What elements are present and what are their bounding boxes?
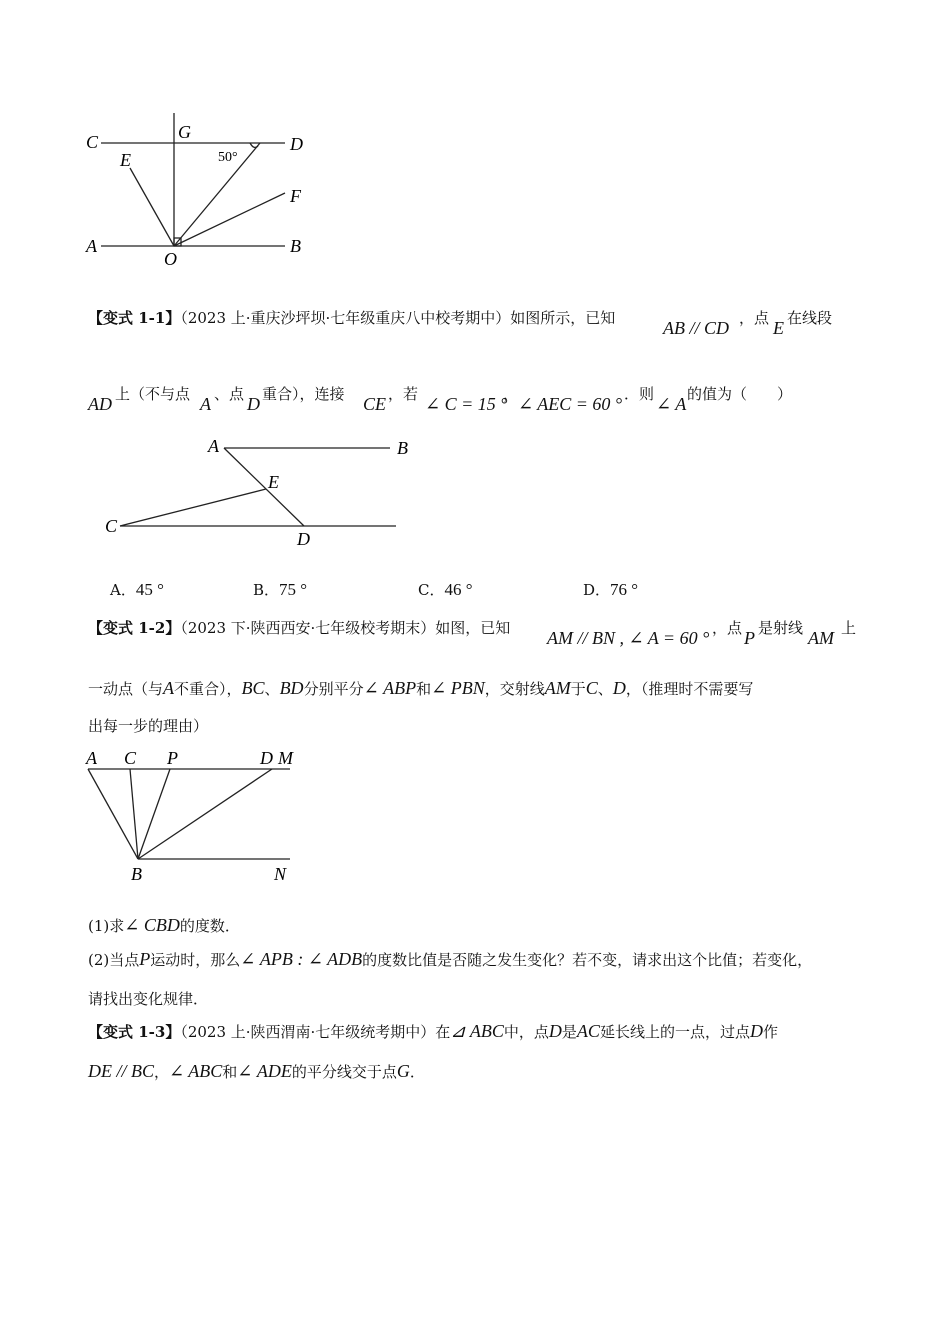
label-c: C: [105, 516, 118, 536]
v12-l2-g: 于: [570, 680, 586, 698]
label-n: N: [274, 864, 287, 884]
label-g: G: [178, 122, 191, 142]
v12-q2-c: 的度数比值是否随之发生变化？若不变，请求出这个比值；若变化，: [362, 951, 813, 969]
v13-l2-m-abc: ∠ ABC: [169, 1061, 223, 1081]
v12-l2-m-pbn: ∠ PBN: [431, 678, 485, 698]
v11-m-d: D: [247, 394, 260, 414]
v12-l2-f: ，交射线: [484, 680, 545, 698]
option-c-letter: C．: [418, 581, 445, 599]
v12-line3: 出每一步的理由）: [88, 717, 209, 735]
v11-m-ad: AD: [88, 394, 112, 414]
v12-l2-h: 、: [597, 680, 613, 698]
v13-line1: [88, 1021, 778, 1042]
option-b-value: 75 °: [279, 580, 308, 599]
v12-q2-a: (2)当点: [88, 951, 140, 969]
v12-q2-b: 运动时，那么: [150, 951, 241, 969]
v11-m-angle-a: ∠ A: [656, 394, 687, 414]
v11-t9: 的值为（ ）: [687, 385, 793, 403]
v13-l2-c: 的平分线交于点: [291, 1063, 397, 1081]
segment-bp: [138, 769, 170, 859]
option-d[interactable]: [583, 580, 638, 600]
v12-q1: [88, 915, 240, 936]
option-b[interactable]: [253, 580, 307, 600]
v12-l2-m-bc: BC: [241, 678, 265, 698]
option-a[interactable]: [110, 580, 164, 600]
v11-line1: [88, 308, 615, 328]
label-p: P: [167, 748, 178, 768]
v13-line2: [88, 1061, 425, 1082]
v11-t7: ，: [503, 385, 519, 403]
v12-m-am-bn: AM // BN , ∠ A = 60 °: [547, 628, 710, 648]
label-e: E: [268, 472, 279, 492]
option-c[interactable]: [418, 580, 473, 600]
segment-ab: [88, 769, 138, 859]
v12-q2-m-ratio: ∠ APB : ∠ ADB: [240, 949, 363, 969]
v13-l2-a: ，: [154, 1063, 170, 1081]
v12-l2-m-bd: BD: [279, 678, 304, 698]
ray-oe: [130, 168, 174, 246]
v12-l2-a: 一动点（与: [88, 680, 164, 698]
ray-of: [174, 193, 285, 246]
v12-q1-a: (1)求: [88, 917, 125, 935]
v12-l2-e: 和: [416, 680, 432, 698]
v12-l2-m-d: D: [612, 678, 626, 698]
option-a-letter: A．: [110, 581, 136, 599]
option-a-value: 45 °: [135, 580, 164, 599]
figure-3: [80, 742, 310, 887]
option-d-letter: D．: [583, 581, 611, 599]
v13-l2-d: ．: [409, 1063, 425, 1081]
segment-ad: [224, 448, 304, 526]
v11-t8: ．则: [624, 385, 655, 403]
v13-l2-m-g: G: [396, 1061, 410, 1081]
v12-q2-line2: 请找出变化规律．: [88, 990, 209, 1008]
option-c-value: 46 °: [444, 580, 473, 599]
v11-source: （2023 上·重庆沙坪坝·七年级重庆八中校考期中）如图所示，已知: [180, 309, 616, 327]
v13-t3: 延长线上的一点，过点: [599, 1023, 750, 1041]
v13-t4: 作: [762, 1023, 778, 1041]
v13-l2-b: 和: [222, 1063, 238, 1081]
label-d: D: [260, 748, 273, 768]
v11-t5: 重合），连接: [262, 385, 345, 403]
v12-q1-m: ∠ CBD: [124, 915, 180, 935]
angle-arc-50: [250, 143, 258, 147]
angle-50-label: 50°: [218, 150, 238, 165]
segment-ce: [120, 489, 266, 526]
label-b: B: [397, 438, 408, 458]
v12-tag: 【变式 1-2】: [88, 619, 181, 637]
label-a: A: [208, 436, 219, 456]
v12-t1: ，点: [712, 619, 743, 637]
v12-m-p: P: [744, 628, 755, 648]
v12-l2-m-am: AM: [544, 678, 571, 698]
v12-line2: [88, 678, 753, 699]
ray-od: [174, 143, 260, 246]
v12-q2: [88, 949, 812, 970]
v11-t1: ，点: [739, 309, 770, 327]
label-o: O: [164, 249, 177, 269]
v12-q1-b: 的度数．: [179, 917, 240, 935]
v13-t1: 中，点: [503, 1023, 549, 1041]
option-b-letter: B．: [253, 581, 280, 599]
label-d: D: [297, 529, 310, 549]
v12-l2-m-c: C: [585, 678, 598, 698]
label-c: C: [86, 132, 99, 152]
v11-m-e: E: [773, 318, 784, 338]
v12-l2-m-a: A: [163, 678, 175, 698]
v13-m-abc: ⊿ ABC: [450, 1021, 504, 1041]
v13-source: （2023 上·陕西渭南·七年级统考期中）在: [180, 1023, 451, 1041]
label-a: A: [86, 748, 97, 768]
v11-t6: ，若: [388, 385, 419, 403]
v13-l2-m-ade: ∠ ADE: [237, 1061, 292, 1081]
v12-q2-m-p: P: [139, 949, 151, 969]
v11-m-a: A: [200, 394, 211, 414]
label-c: C: [124, 748, 137, 768]
figure-2: [100, 432, 420, 552]
v12-m-am: AM: [808, 628, 834, 648]
v12-l2-i: ，（推理时不需要写: [625, 680, 754, 698]
segment-bd: [138, 769, 272, 859]
v12-line1: [88, 618, 510, 638]
v12-t3: 上: [841, 619, 857, 637]
v11-m-ce: CE: [363, 394, 387, 414]
v11-t3: 上（不与点: [115, 385, 191, 403]
v13-m-d2: D: [749, 1021, 763, 1041]
v11-t2: 在线段: [787, 309, 833, 327]
v13-m-d: D: [548, 1021, 562, 1041]
v12-l2-b: 不重合），: [174, 680, 242, 698]
v11-tag: 【变式 1-1】: [88, 309, 181, 327]
v11-m-ab-cd: AB // CD: [663, 318, 729, 338]
v13-m-ac: AC: [576, 1021, 600, 1041]
v12-l2-c: 、: [264, 680, 280, 698]
v12-l2-m-abp: ∠ ABP: [363, 678, 417, 698]
v12-source: （2023 下·陕西西安·七年级校考期末）如图，已知: [180, 619, 511, 637]
v13-l2-m-de: DE // BC: [88, 1061, 154, 1081]
label-f: F: [290, 186, 301, 206]
figure-1: [80, 108, 320, 273]
v13-t2: 是: [561, 1023, 577, 1041]
label-m: M: [278, 748, 293, 768]
v11-t4: 、点: [214, 385, 245, 403]
v12-l2-d: 分别平分: [303, 680, 364, 698]
v11-m-aec: ∠ AEC = 60 °: [518, 394, 623, 414]
label-b: B: [131, 864, 142, 884]
v11-m-c15: ∠ C = 15 °: [425, 394, 508, 414]
v13-tag: 【变式 1-3】: [88, 1023, 181, 1041]
label-e: E: [120, 150, 131, 170]
label-d: D: [290, 134, 303, 154]
v12-t2: 是射线: [758, 619, 804, 637]
option-d-value: 76 °: [610, 580, 639, 599]
label-a: A: [86, 236, 97, 256]
label-b: B: [290, 236, 301, 256]
